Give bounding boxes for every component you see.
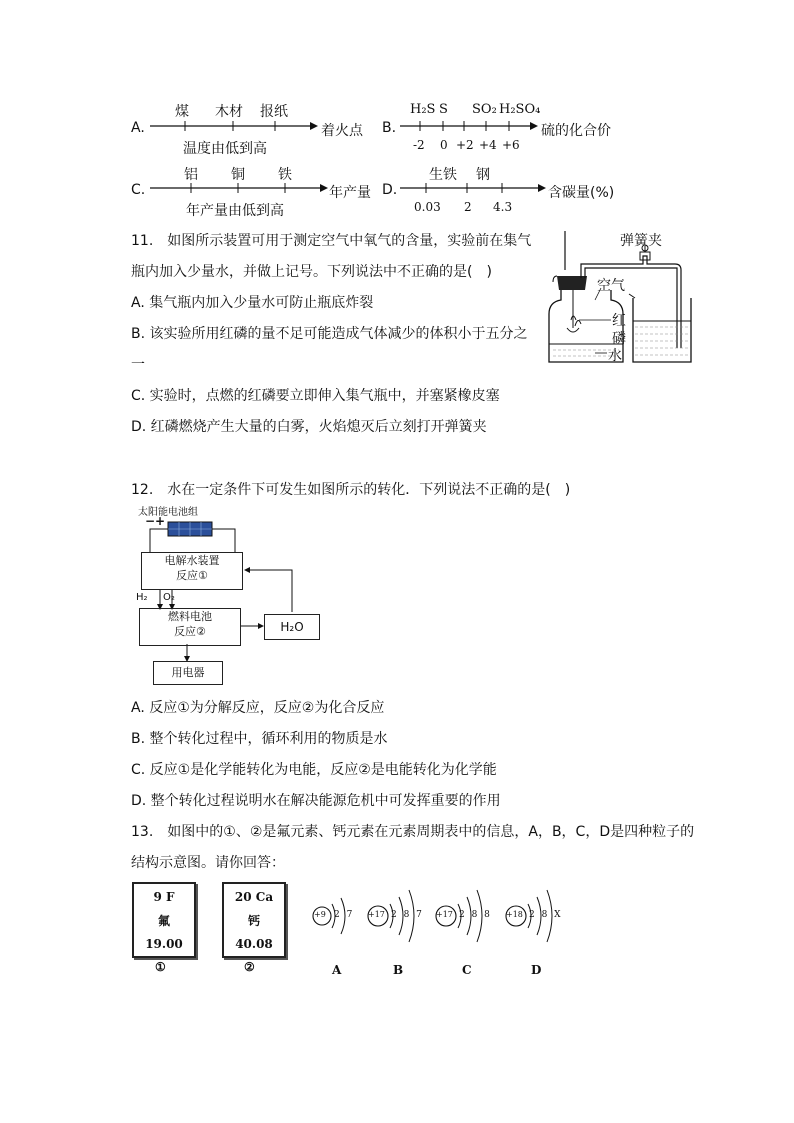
nucleus-a: +9 [314,910,326,919]
reaction-1-label: 反应① [176,569,208,582]
label-water: 水 [608,348,622,364]
note-c: 年产量由低到高 [186,203,284,219]
electrolysis-label: 电解水装置 [164,554,220,567]
shells-d: 2 8 X [529,910,563,920]
label-s: S [439,102,448,117]
nucleus-b: +17 [368,910,385,919]
label-red-2: 磷 [612,331,626,347]
number-line-b [400,118,540,134]
label-wood: 木材 [215,104,243,120]
shells-a: 2 7 [334,910,355,920]
label-plus: + [155,514,166,528]
tick-b-3: +2 [456,138,474,152]
label-aluminum: 铝 [184,167,198,183]
label-o2: O₂ [163,592,175,603]
label-h2s: H₂S [410,102,436,117]
option-letter: B. [382,120,397,136]
number-line-a [150,118,320,134]
label-h2: H₂ [136,592,148,603]
fuel-cell-box [139,608,241,646]
cell-number-symbol: 9 F [153,890,175,904]
label-coal: 煤 [175,104,189,120]
atom-label-a: A [332,963,342,977]
note-a: 温度由低到高 [183,141,267,157]
axis-label-c: 年产量 [329,185,371,201]
tick-d-3: 4.3 [493,200,513,214]
shells-b: 2 8 7 [391,910,424,920]
nucleus-c: +17 [436,910,453,919]
label-solar-cells: 太阳能电池组 [138,507,198,518]
tick-b-1: -2 [413,138,425,152]
shells-c: 2 8 8 [459,910,492,920]
tick-b-5: +6 [502,138,520,152]
q12-option-b: B. 整个转化过程中，循环利用的物质是水 [131,731,388,747]
q12-option-d: D. 整个转化过程说明水在解决能源危机中可发挥重要的作用 [131,793,501,809]
axis-label-d: 含碳量(%) [548,185,615,201]
q11-stem-line2: 瓶内加入少量水，并做上记号。下列说法中不正确的是( ) [131,264,492,280]
label-spring-clamp: 弹簧夹 [620,233,662,249]
option-letter: A. [131,120,145,136]
q12-option-a: A. 反应①为分解反应，反应②为化合反应 [131,700,385,716]
electrolysis-box [141,552,243,590]
cell-mass: 19.00 [145,937,183,951]
periodic-cell-calcium [222,882,286,958]
tick-d-1: 0.03 [414,200,441,214]
axis-label-a: 着火点 [321,123,363,139]
label-pig-iron: 生铁 [429,167,457,183]
reaction-2-label: 反应② [174,625,206,638]
atom-label-d: D [531,963,542,977]
q13-stem-line2: 结构示意图。请你回答： [131,855,285,871]
cell-label-2: ② [244,960,255,974]
q12-stem: 12. 水在一定条件下可发生如图所示的转化．下列说法不正确的是( ) [131,482,571,498]
nucleus-d: +18 [506,910,523,919]
label-iron: 铁 [278,167,292,183]
fuel-cell-label: 燃料电池 [168,610,212,623]
label-red-1: 红 [612,313,626,329]
q11-option-d: D. 红磷燃烧产生大量的白雾，火焰熄灭后立刻打开弹簧夹 [131,419,487,435]
q11-option-b-line2: 一 [131,357,145,373]
periodic-cell-fluorine [132,882,196,958]
label-minus: − [145,514,156,528]
number-line-d [400,180,550,196]
axis-label-b: 硫的化合价 [541,123,611,139]
cell-name: 钙 [247,914,260,928]
label-paper: 报纸 [260,104,288,120]
atom-label-b: B [393,963,404,977]
q13-stem-line1: 13. 如图中的①、②是氟元素、钙元素在元素周期表中的信息，A，B，C，D是四种粒子的 [131,824,695,840]
q11-option-c: C. 实验时，点燃的红磷要立即伸入集气瓶中，并塞紧橡皮塞 [131,388,500,404]
cell-label-1: ① [155,960,166,974]
option-letter: D. [382,182,398,198]
tick-d-2: 2 [464,200,472,214]
cell-name: 氟 [157,914,170,928]
water-box: H₂O [264,614,320,640]
q12-option-c: C. 反应①是化学能转化为电能，反应②是电能转化为化学能 [131,762,497,778]
label-air: 空气 [597,278,625,294]
label-h2so4: H₂SO₄ [499,102,541,117]
q11-stem-line1: 11. 如图所示装置可用于测定空气中氧气的含量，实验前在集气 [131,233,532,249]
cell-mass: 40.08 [235,937,273,951]
number-line-c [150,180,330,196]
appliance-box: 用电器 [153,661,223,685]
q11-option-a: A. 集气瓶内加入少量水可防止瓶底炸裂 [131,295,374,311]
label-steel: 钢 [476,167,490,183]
atom-label-c: C [462,963,472,977]
tick-b-4: +4 [479,138,497,152]
option-letter: C. [131,182,146,198]
label-so2: SO₂ [472,102,497,117]
label-copper: 铜 [231,167,245,183]
cell-number-symbol: 20 Ca [234,890,274,904]
q11-option-b-line1: B. 该实验所用红磷的量不足可能造成气体减少的体积小于五分之 [131,326,528,342]
tick-b-2: 0 [440,138,448,152]
